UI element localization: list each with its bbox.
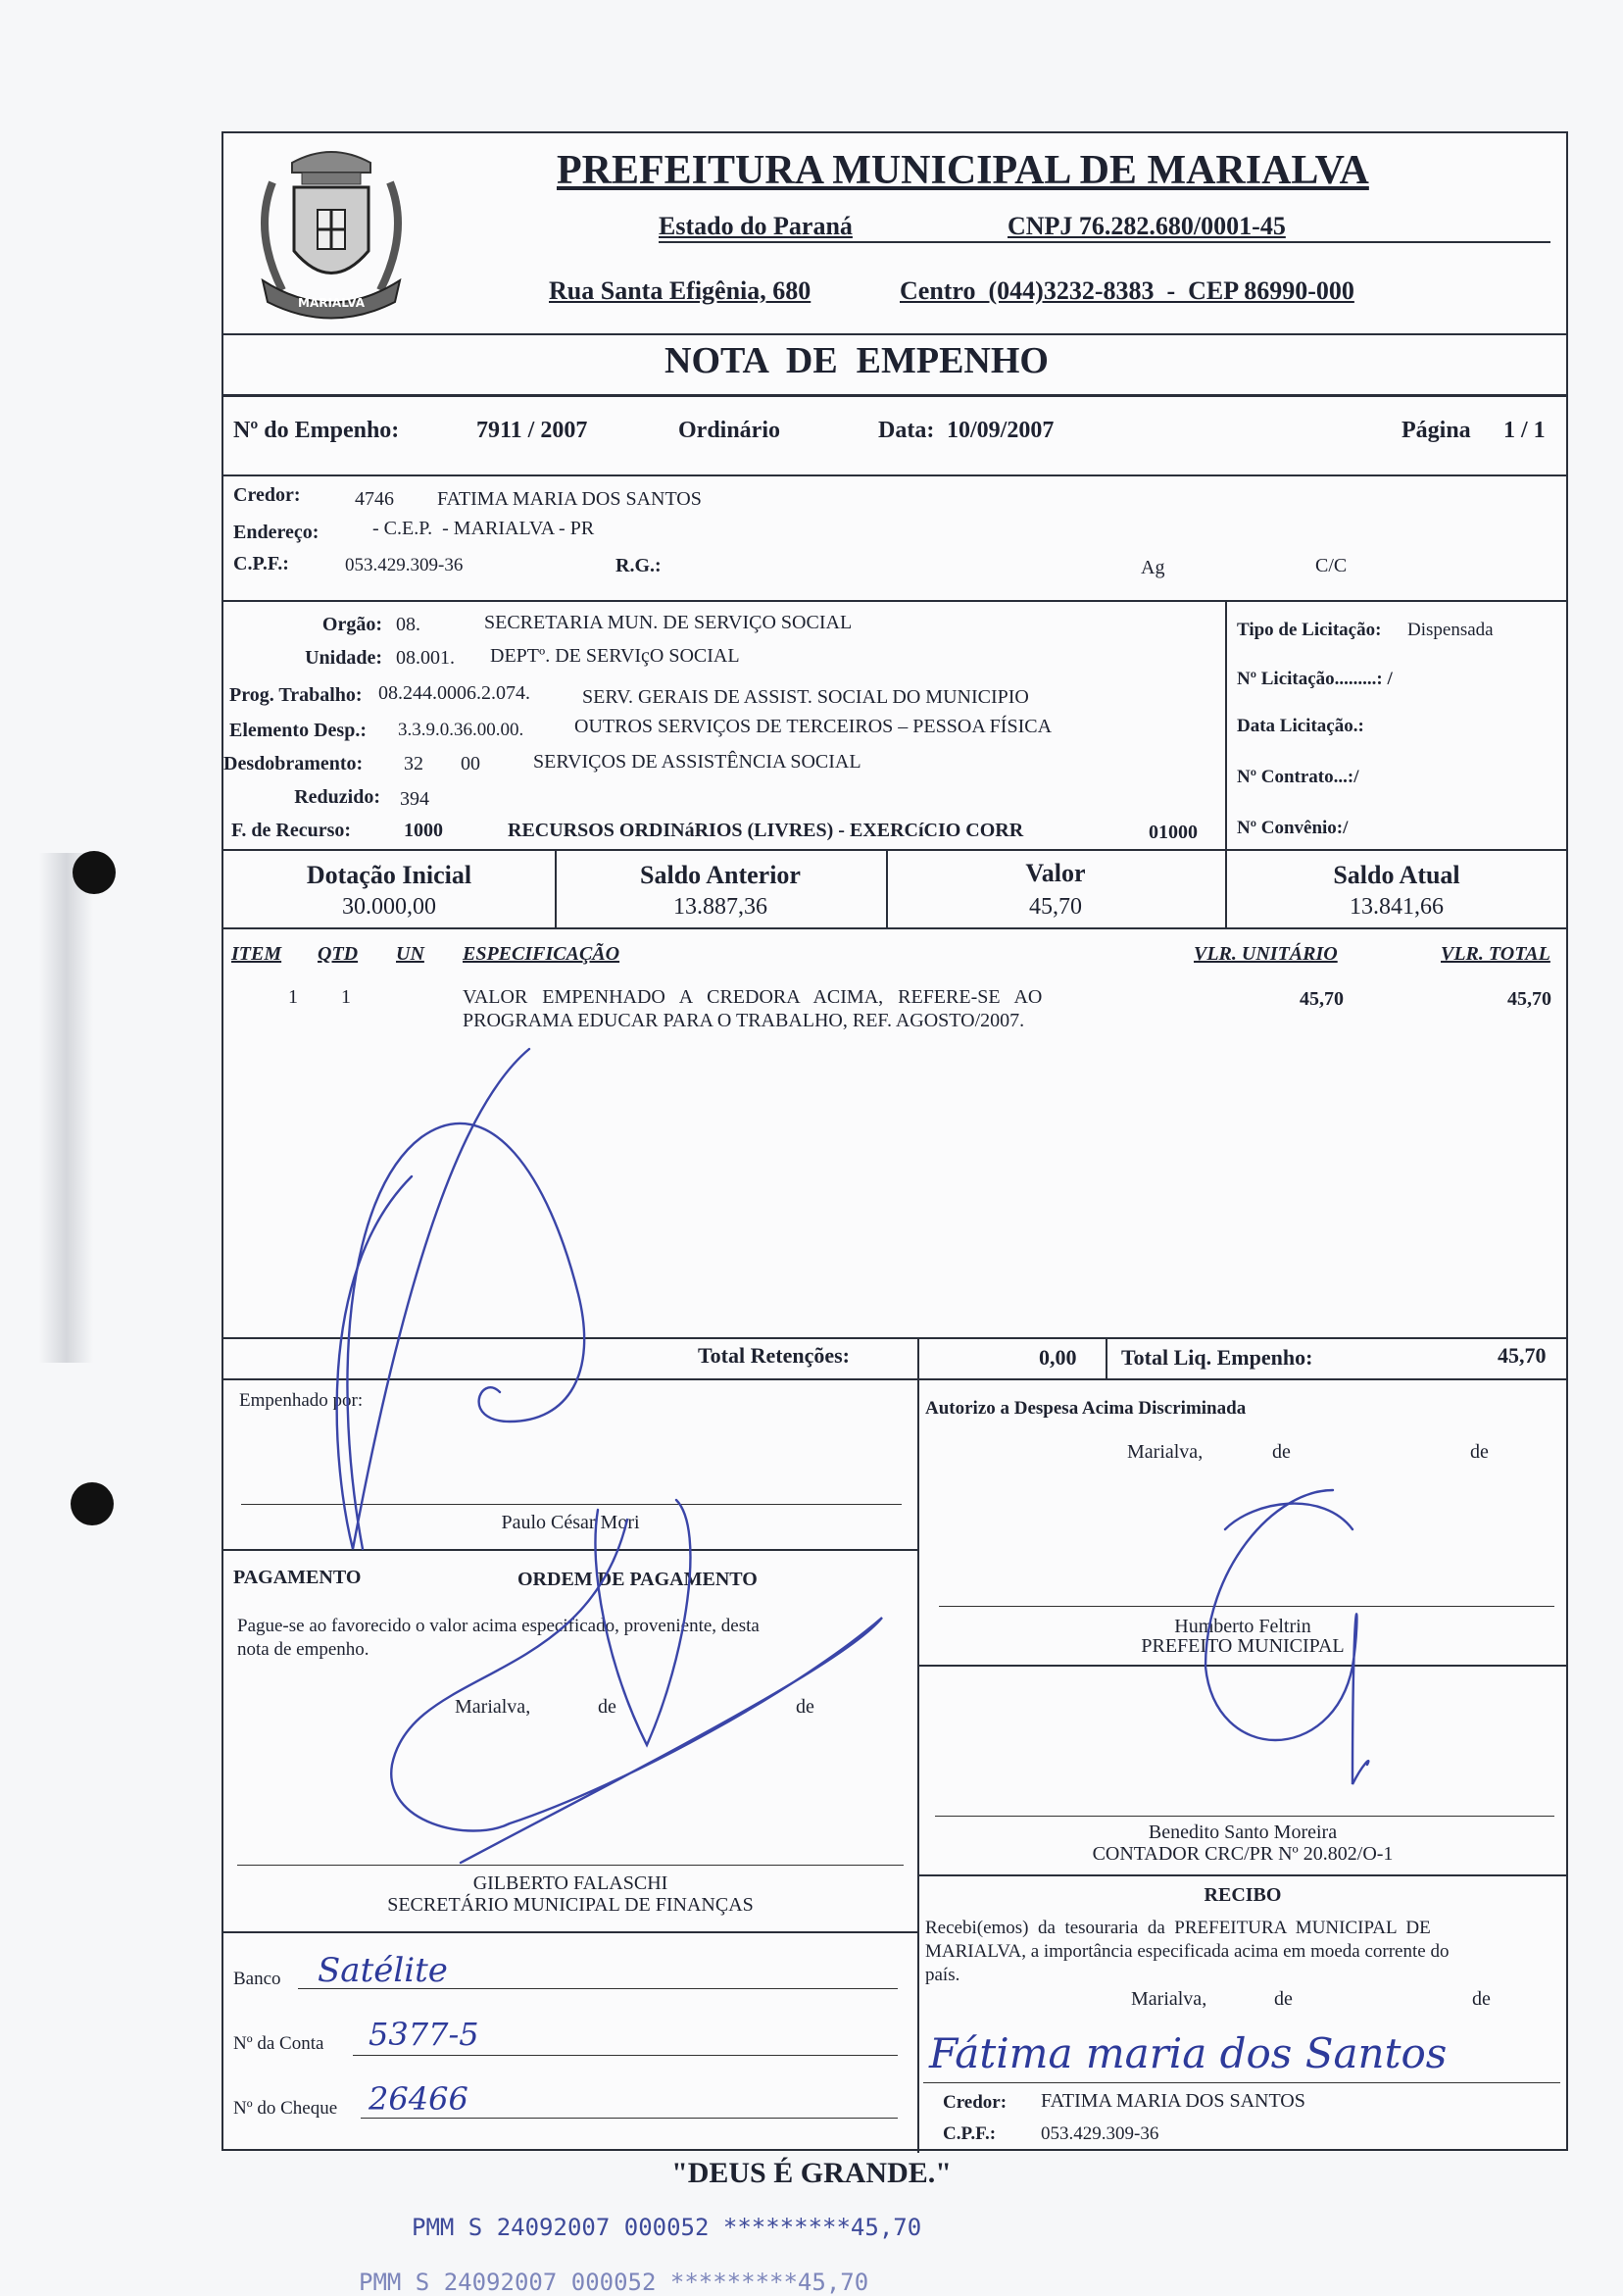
secretario-name: GILBERTO FALASCHI — [472, 1872, 668, 1894]
valor-label: Valor — [1025, 859, 1086, 887]
header-contact: Centro (044)3232-8383 - CEP 86990-000 — [900, 276, 1354, 305]
empenho-num: 7911 / 2007 — [476, 418, 588, 443]
ag-label: Ag — [1141, 557, 1165, 578]
conta-value: 5377-5 — [369, 2016, 479, 2053]
pagamento-de1: de — [598, 1696, 616, 1718]
empenho-form — [221, 131, 1568, 2151]
recibo-cpf: 053.429.309-36 — [1041, 2123, 1159, 2144]
cheque-label: Nº do Cheque — [233, 2098, 338, 2119]
valor-value: 45,70 — [1029, 894, 1082, 920]
conta-label: Nº da Conta — [233, 2033, 324, 2054]
reduzido-label: Reduzido: — [294, 786, 380, 808]
data-licitacao: Data Licitação.: — [1237, 716, 1364, 736]
recurso-name: RECURSOS ORDINáRIOS (LIVRES) - EXERCíCIO CORR — [508, 820, 1024, 841]
prefeito-role: PREFEITO MUNICIPAL — [1141, 1635, 1345, 1657]
dotacao-label: Dotação Inicial — [306, 861, 472, 889]
row-total: 45,70 — [1507, 988, 1551, 1010]
autorizo-label: Autorizo a Despesa Acima Discriminada — [925, 1398, 1247, 1419]
orgao-label: Orgão: — [321, 614, 382, 635]
unidade-code: 08.001. — [396, 647, 455, 669]
credor-name: FATIMA MARIA DOS SANTOS — [437, 488, 702, 510]
autorizo-de2: de — [1470, 1441, 1489, 1463]
rg-label: R.G.: — [615, 555, 662, 576]
desdob-code1: 32 — [404, 753, 423, 774]
elem-code: 3.3.9.0.36.00.00. — [398, 720, 524, 740]
recibo-de2: de — [1472, 1988, 1491, 2010]
address-label: Endereço: — [233, 522, 320, 543]
pagamento-city: Marialva, — [455, 1696, 531, 1718]
col-qtd: QTD — [318, 943, 359, 965]
header-title: PREFEITURA MUNICIPAL DE MARIALVA — [557, 148, 1369, 193]
liq-value: 45,70 — [1498, 1343, 1547, 1368]
row-spec-line1: VALOR EMPENHADO A CREDORA ACIMA, REFERE-SE AO — [463, 986, 1043, 1008]
punch-hole-bottom — [71, 1482, 114, 1525]
row-item: 1 — [288, 986, 298, 1008]
num-contrato: Nº Contrato...:/ — [1237, 767, 1359, 787]
banco-value: Satélite — [318, 1951, 448, 1990]
credor-address: - C.E.P. - MARIALVA - PR — [372, 518, 595, 539]
retencoes-label: Total Retenções: — [698, 1343, 850, 1368]
contador-name: Benedito Santo Moreira — [1148, 1822, 1338, 1843]
contador-role: CONTADOR CRC/PR Nº 20.802/O-1 — [1092, 1843, 1394, 1865]
empenho-num-label: Nº do Empenho: — [233, 418, 400, 443]
doc-title: NOTA DE EMPENHO — [664, 340, 1049, 381]
motto: "DEUS É GRANDE." — [671, 2157, 952, 2189]
ordem-pagamento-title: ORDEM DE PAGAMENTO — [517, 1569, 758, 1590]
elem-label: Elemento Desp.: — [229, 720, 367, 741]
header-cnpj: CNPJ 76.282.680/0001-45 — [1008, 212, 1286, 240]
recibo-line2: MARIALVA, a importância especificada acima em moeda corrente do — [925, 1941, 1450, 1962]
empenhado-label: Empenhado por: — [239, 1390, 364, 1411]
cc-label: C/C — [1315, 555, 1348, 576]
cpf-label: C.P.F.: — [233, 553, 289, 574]
liq-label: Total Liq. Empenho: — [1121, 1345, 1313, 1370]
orgao-name: SECRETARIA MUN. DE SERVIÇO SOCIAL — [484, 612, 853, 633]
autorizo-city: Marialva, — [1127, 1441, 1204, 1463]
recibo-line3: país. — [925, 1965, 960, 1985]
credor-cpf: 053.429.309-36 — [345, 555, 464, 575]
empenho-date-label: Data: — [878, 418, 935, 443]
mech-stamp-1: PMM S 24092007 000052 *********45,70 — [412, 2214, 922, 2241]
prog-label: Prog. Trabalho: — [229, 684, 363, 706]
elem-name: OUTROS SERVIÇOS DE TERCEIROS – PESSOA FÍSICA — [574, 716, 1053, 737]
credor-label: Credor: — [233, 484, 301, 506]
recurso-label: F. de Recurso: — [231, 820, 352, 841]
col-un: UN — [396, 943, 424, 965]
pagamento-text-line1: Pague-se ao favorecido o valor acima especificado, proveniente, desta — [237, 1616, 760, 1636]
pagamento-text-line2: nota de empenho. — [237, 1639, 369, 1660]
saldo-anterior-value: 13.887,36 — [673, 894, 767, 920]
saldo-atual-label: Saldo Atual — [1333, 861, 1460, 889]
prefeito-name: Humberto Feltrin — [1174, 1616, 1311, 1637]
page-label: Página — [1402, 418, 1471, 443]
recibo-credor: FATIMA MARIA DOS SANTOS — [1041, 2090, 1305, 2112]
unidade-name: DEPTº. DE SERVIçO SOCIAL — [490, 645, 740, 667]
retencoes-value: 0,00 — [1039, 1345, 1077, 1370]
num-licitacao: Nº Licitação.........: / — [1237, 669, 1393, 689]
orgao-code: 08. — [396, 614, 420, 635]
autorizo-de1: de — [1272, 1441, 1291, 1463]
desdob-code2: 00 — [461, 753, 480, 774]
recibo-credor-label: Credor: — [943, 2092, 1008, 2113]
page-number: 1 / 1 — [1503, 418, 1546, 443]
unidade-label: Unidade: — [305, 647, 382, 669]
recurso-code: 1000 — [404, 820, 443, 841]
cheque-value: 26466 — [369, 2080, 468, 2118]
col-spec: ESPECIFICAÇÃO — [463, 943, 620, 965]
recibo-line1: Recebi(emos) da tesouraria da PREFEITURA MUNICIPAL DE — [925, 1918, 1431, 1938]
prog-code: 08.244.0006.2.074. — [378, 682, 530, 704]
prog-name: SERV. GERAIS DE ASSIST. SOCIAL DO MUNICIPIO — [582, 686, 1029, 708]
recibo-de1: de — [1274, 1988, 1293, 2010]
empenho-date: 10/09/2007 — [947, 418, 1055, 443]
empenho-type: Ordinário — [678, 418, 781, 443]
tipo-licitacao: Dispensada — [1407, 620, 1494, 640]
pagamento-de2: de — [796, 1696, 814, 1718]
pagamento-label: PAGAMENTO — [233, 1567, 362, 1588]
credor-code: 4746 — [355, 488, 394, 510]
header-state: Estado do Paraná — [659, 212, 853, 240]
secretario-role: SECRETÁRIO MUNICIPAL DE FINANÇAS — [387, 1894, 754, 1916]
dotacao-value: 30.000,00 — [342, 894, 436, 920]
col-unit: VLR. UNITÁRIO — [1194, 943, 1338, 965]
row-unit: 45,70 — [1300, 988, 1344, 1010]
desdob-label: Desdobramento: — [223, 753, 364, 774]
recibo-signature: Fátima maria dos Santos — [929, 2029, 1448, 2077]
recurso-num: 01000 — [1149, 822, 1198, 843]
recibo-title: RECIBO — [1204, 1884, 1282, 1906]
scan-shadow — [39, 853, 93, 1363]
saldo-atual-value: 13.841,66 — [1350, 894, 1444, 920]
desdob-name: SERVIÇOS DE ASSISTÊNCIA SOCIAL — [533, 751, 861, 773]
reduzido-value: 394 — [400, 788, 429, 810]
punch-hole-top — [73, 851, 116, 894]
banco-label: Banco — [233, 1969, 281, 1989]
tipo-licitacao-label: Tipo de Licitação: — [1237, 620, 1382, 640]
row-qtd: 1 — [341, 986, 351, 1008]
coat-of-arms-logo — [233, 133, 429, 329]
header-address: Rua Santa Efigênia, 680 — [549, 276, 812, 305]
num-convenio: Nº Convênio:/ — [1237, 818, 1349, 838]
empenhado-name: Paulo César Mori — [501, 1512, 640, 1533]
mech-stamp-2: PMM S 24092007 000052 *********45,70 — [359, 2269, 869, 2296]
saldo-anterior-label: Saldo Anterior — [640, 861, 801, 889]
recibo-cpf-label: C.P.F.: — [943, 2123, 997, 2144]
recibo-city: Marialva, — [1131, 1988, 1207, 2010]
col-item: ITEM — [231, 943, 282, 965]
row-spec-line2: PROGRAMA EDUCAR PARA O TRABALHO, REF. AGOSTO/2007. — [463, 1010, 1025, 1031]
coat-of-arms-text: MARIALVA — [298, 296, 365, 310]
col-total: VLR. TOTAL — [1441, 943, 1550, 965]
